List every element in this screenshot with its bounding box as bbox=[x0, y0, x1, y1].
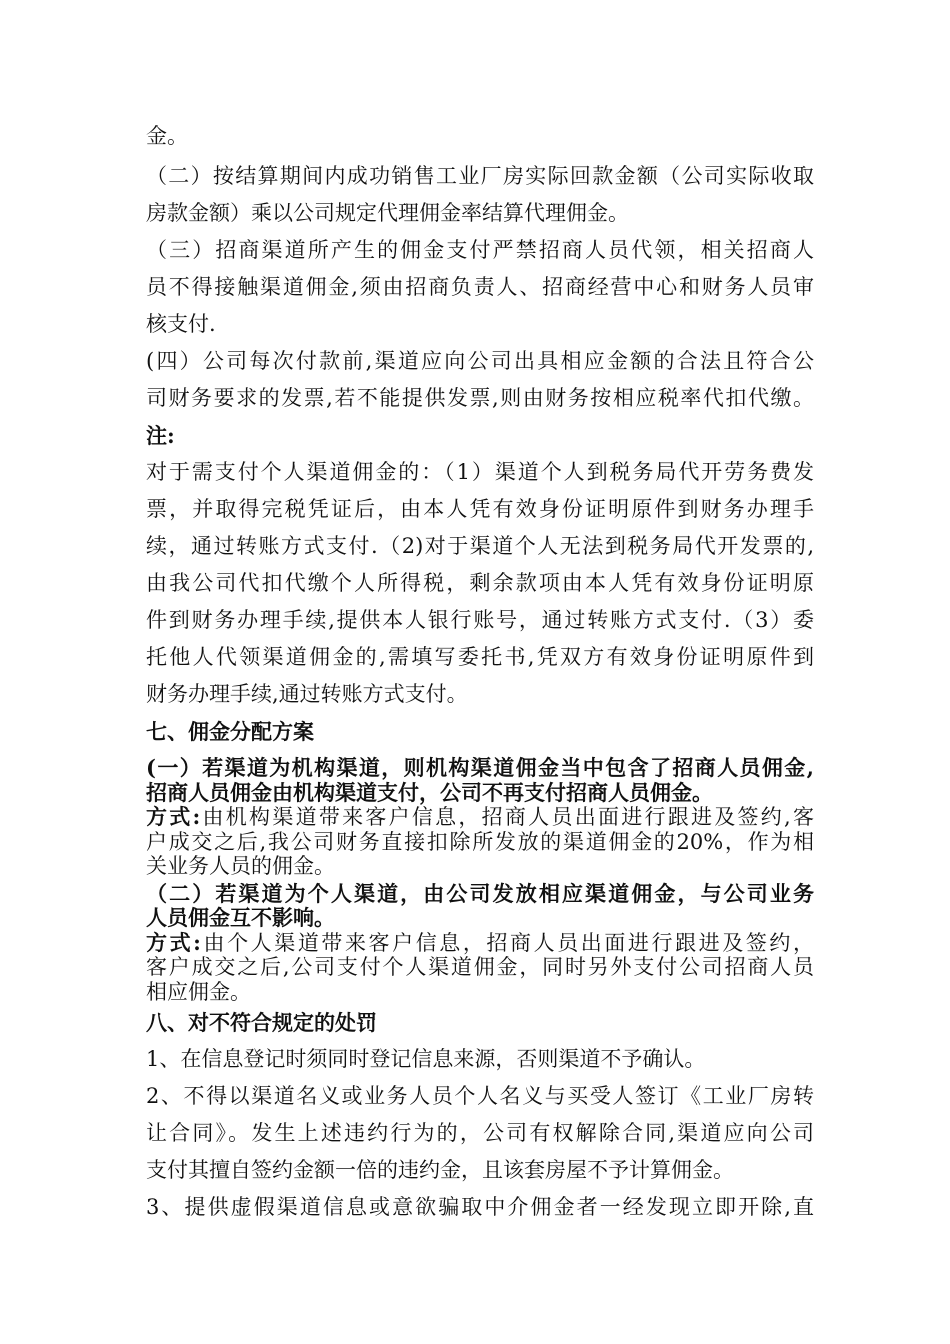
continued-text: 金。 bbox=[146, 124, 188, 148]
text-line: 3、提供虚假渠道信息或意欲骗取中介佣金者一经发现立即开除,直 bbox=[146, 1195, 814, 1219]
paragraph-item-3 bbox=[146, 232, 814, 343]
text-line: 招商人员佣金由机构渠道支付，公司不再支付招商人员佣金。 bbox=[146, 779, 713, 805]
text-line: 托他人代领渠道佣金的,需填写委托书,凭双方有效身份证明原件到 bbox=[146, 645, 814, 669]
text-line: (一）若渠道为机构渠道，则机构渠道佣金当中包含了招商人员佣金, bbox=[146, 755, 814, 780]
text-line: 1、在信息登记时须同时登记信息来源，否则渠道不予确认。 bbox=[146, 1047, 706, 1071]
section-7-item-1 bbox=[146, 756, 814, 879]
document-page bbox=[146, 118, 814, 1226]
text-line: 客户成交之后,公司支付个人渠道佣金，同时另外支付公司招商人员 bbox=[146, 955, 814, 979]
section-8-heading: 八、对不符合规定的处罚 bbox=[146, 1010, 377, 1035]
text-line: 财务办理手续,通过转账方式支付。 bbox=[146, 682, 468, 706]
section-8-item-3 bbox=[146, 1189, 814, 1226]
section-7-item-2 bbox=[146, 882, 814, 1005]
text-line: 关业务人员的佣金。 bbox=[146, 854, 335, 878]
text-line: 支付其擅自签约金额一倍的违约金，且该套房屋不予计算佣金。 bbox=[146, 1158, 734, 1182]
section-8-item-2 bbox=[146, 1078, 814, 1189]
method-line bbox=[146, 805, 814, 830]
text-line: 2、不得以渠道名义或业务人员个人名义与买受人签订《工业厂房转 bbox=[146, 1084, 814, 1108]
text-line: 核支付. bbox=[146, 312, 216, 336]
text-line: （二）若渠道为个人渠道，由公司发放相应渠道佣金，与公司业务 bbox=[146, 880, 814, 906]
text-line: 件到财务办理手续,提供本人银行账号，通过转账方式支付.（3）委 bbox=[146, 608, 814, 632]
method-line bbox=[146, 931, 814, 956]
section-8-item-1 bbox=[146, 1041, 814, 1078]
text-line: (四）公司每次付款前,渠道应向公司出具相应金额的合法且符合公 bbox=[146, 349, 814, 373]
method-text: 由机构渠道带来客户信息，招商人员出面进行跟进及签约,客 bbox=[200, 805, 814, 829]
text-line: 房款金额）乘以公司规定代理佣金率结算代理佣金。 bbox=[146, 201, 629, 225]
method-label: 方式: bbox=[146, 804, 201, 829]
section-7-heading: 七、佣金分配方案 bbox=[146, 719, 314, 744]
text-line: （三）招商渠道所产生的佣金支付严禁招商人员代领，相关招商人 bbox=[146, 238, 814, 262]
paragraph-item-2 bbox=[146, 158, 814, 232]
text-line: 司财务要求的发票,若不能提供发票,则由财务按相应税率代扣代缴。 bbox=[146, 386, 814, 410]
text-line: 由我公司代扣代缴个人所得税，剩余款项由本人凭有效身份证明原 bbox=[146, 571, 814, 595]
text-line: 人员佣金互不影响。 bbox=[146, 905, 335, 930]
method-label: 方式: bbox=[146, 929, 201, 955]
method-text: 由个人渠道带来客户信息，招商人员出面进行跟进及签约， bbox=[200, 930, 814, 955]
text-line: 相应佣金。 bbox=[146, 979, 251, 1004]
text-line: 票，并取得完税凭证后，由本人凭有效身份证明原件到财务办理手 bbox=[146, 497, 814, 521]
text-line: （二）按结算期间内成功销售工业厂房实际回款金额（公司实际收取 bbox=[146, 164, 814, 188]
text-line: 让合同》。发生上述违约行为的，公司有权解除合同,渠道应向公司 bbox=[146, 1121, 814, 1145]
text-line: 户成交之后,我公司财务直接扣除所发放的渠道佣金的20%，作为相 bbox=[146, 829, 814, 854]
text-line: 对于需支付个人渠道佣金的：（1）渠道个人到税务局代开劳务费发 bbox=[146, 460, 814, 484]
paragraph-item-4 bbox=[146, 343, 814, 417]
note-body bbox=[146, 454, 814, 713]
note-heading: 注: bbox=[146, 423, 175, 448]
text-line: 续，通过转账方式支付.（2)对于渠道个人无法到税务局代开发票的, bbox=[146, 534, 814, 558]
text-line: 员不得接触渠道佣金,须由招商负责人、招商经营中心和财务人员审 bbox=[146, 275, 814, 299]
